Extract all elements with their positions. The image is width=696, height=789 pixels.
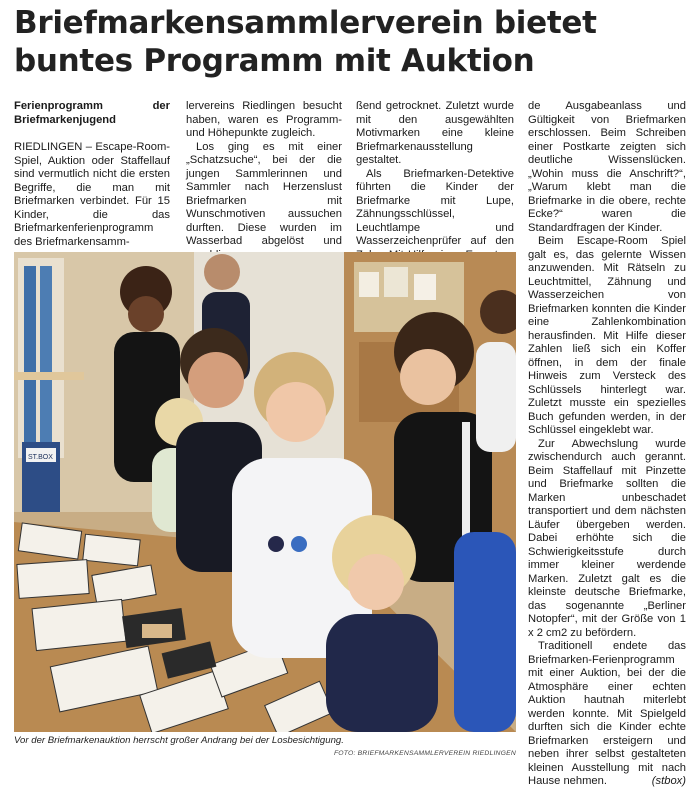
column-4: [528, 100, 686, 789]
paragraph-2a: lervereins Riedlingen besucht haben, waren es Programm- und Höhepunkte zugleich.: [186, 100, 342, 139]
paragraph-3b: Als Briefmarken-Detektive führten die Kinder der Briefmarke mit Lupe, Zähnungsschlüssel, Leuchtlampe und Wasserzeichenprüfer auf den: [356, 167, 514, 247]
photo-credit: FOTO: BRIEFMARKENSAMMLERVEREIN RIEDLINGEN: [333, 750, 516, 757]
author-signature: (stbox): [651, 775, 686, 787]
paragraph-4d-text: Traditionell endete das Briefmarken-Ferienprogramm mit einer Auktion, bei der die Atmosphäre einer echten Auktion hautnah miterlebt werden konnte. Mit Spielgeld durften sich die Kinder echte Briefmarken ersteigern und neben ihrer selbst gestalteten kleinen Ausstellung mit nach Hause nehmen.: [528, 640, 686, 787]
box-label: ST.BOX: [28, 454, 53, 461]
paragraph-4c: Zur Abwechslung wurde zwischendurch auch gerannt. Beim Staffellauf mit Pinzette und Briefmarke sollten die Marken unbeschadet transportiert und dem nächsten Läufer übergeben werden. Dabei erhöhte sich die Schwierigkeitsstufe durch immer kleiner werdende Marken. Zuletzt galt es die kleinste deutsche Briefmarke, das sogenannte „Berliner Notopfer“, mit der Größe von 1 x 2 cm2 zu befördern.: [528, 437, 686, 639]
paragraph-3a: ßend getrocknet. Zuletzt wurde mit den ausgewählten Motivmarken eine kleine Briefmarkenausstellung gestaltet.: [356, 100, 514, 166]
paragraph-2b: Los ging es mit einer „Schatzsuche“, bei der die jungen Sammlerinnen und Sammler nach Herzenslust Briefmarken mit Wunschmotiven aussuchen durften. Diese wurden im Wasserbad abgelöst und: [186, 140, 342, 247]
photo-illustration: [14, 252, 516, 732]
paragraph-4b: Beim Escape-Room Spiel galt es, das gelernte Wissen anzuwenden. Mit Rätseln zu Leuchtmittel, Zähnung und Wasserzeichen von Briefmarken konnten die Kinder eine Zahlenkombination herausfinden. Mit Hilfe dieser Zahlen ließ sich ein Koffer öffnen, in dem der finale Hinweis zum Versteck des Schlüssels hinterlegt war. Zuletzt musste ein spezielles Buch gefunden werden, in der Schlüssel eingeklebt war.: [528, 235, 686, 436]
column-3: [356, 100, 514, 276]
article-kicker: Ferienprogramm der Briefmarkenjugend: [14, 100, 170, 126]
column-1: [14, 100, 170, 249]
photo-caption: Vor der Briefmarkenauktion herrscht großer Andrang bei der Losbesichtigung.: [14, 735, 344, 746]
paragraph-intro: RIEDLINGEN – Escape-Room-Spiel, Auktion oder Staffellauf sind vermutlich nicht die ersten Begriffe, die man mit Briefmarken verbindet. Für 15 Kinder, die das Briefmarkenferienprogramm des Briefmarkensamm-: [14, 141, 170, 248]
column-2: [186, 100, 342, 262]
article-headline: Briefmarkensammlerverein bietet buntes Programm mit Auktion: [14, 5, 597, 79]
article-photo: [14, 252, 516, 732]
paragraph-4d: [528, 640, 686, 789]
paragraph-4a: de Ausgabeanlass und Gültigkeit von Briefmarken erschlossen. Beim Schreiben einer Postkarte zeigten sich deutliche Wissenslücken. „Wohin muss die Anschrift?“, „Warum klebt man die Briefmarke in die obere, rechte Ecke?“ waren die Standardfragen der Kinder.: [528, 100, 686, 234]
